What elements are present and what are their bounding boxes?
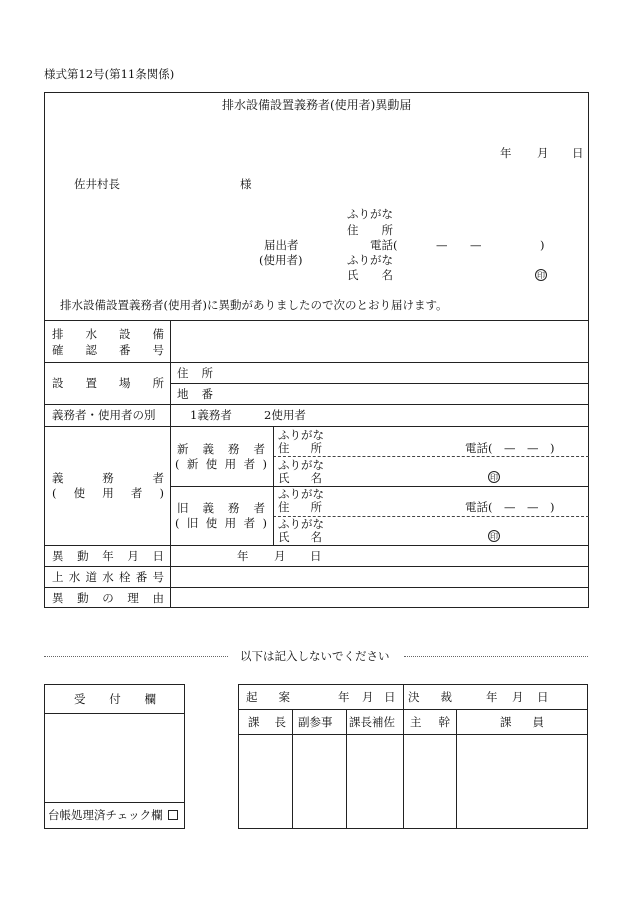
- new-obligor-label-1: 新 義 務 者: [177, 442, 265, 456]
- notifier-phone-label: 電話(: [370, 238, 398, 252]
- old-obligor-label-2: ( 旧 使 用 者 ): [175, 516, 267, 530]
- decision-label: 決 裁: [408, 690, 452, 704]
- draft-month: 月: [362, 690, 374, 704]
- divider-line-left: [44, 656, 228, 657]
- new-name-label: 氏 名: [278, 471, 322, 485]
- type-option-user: 2使用者: [264, 408, 306, 422]
- notifier-label: 届出者: [264, 238, 299, 252]
- table-line: [170, 383, 589, 384]
- new-phone-label: 電話( — — ): [465, 441, 555, 455]
- date-month: 月: [537, 146, 549, 160]
- obligor-label-1: 義 務 者: [52, 471, 164, 485]
- old-seal-icon: 印: [490, 532, 498, 541]
- old-furigana-2: ふりがな: [278, 517, 324, 531]
- addressee-honorific: 様: [240, 177, 252, 191]
- draft-year: 年: [338, 690, 350, 704]
- table-divider: [273, 426, 274, 545]
- old-phone-label: 電話( — — ): [465, 500, 555, 514]
- decision-month: 月: [512, 690, 524, 704]
- faucet-number-label: 上 水 道 水 栓 番 号: [52, 570, 164, 584]
- table-line: [44, 320, 589, 321]
- table-line: [44, 566, 589, 567]
- change-date-month: 月: [274, 549, 286, 563]
- statement-text: 排水設備設置義務者(使用者)に異動がありましたので次のとおり届けます。: [60, 298, 448, 312]
- form-number: 様式第12号(第11条関係): [44, 67, 175, 81]
- change-date-label: 異 動 年 月 日: [52, 549, 164, 563]
- new-obligor-label-2: ( 新 使 用 者 ): [175, 457, 267, 471]
- notifier-furigana-2: ふりがな: [347, 253, 393, 267]
- addressee-name: 佐井村長: [74, 177, 120, 191]
- approval-divider: [403, 684, 404, 829]
- old-furigana-1: ふりがな: [278, 487, 324, 501]
- old-address-label: 住 所: [278, 500, 322, 514]
- reception-line: [44, 802, 185, 803]
- table-divider: [170, 320, 171, 608]
- table-line: [170, 486, 589, 487]
- old-name-label: 氏 名: [278, 530, 322, 544]
- date-day: 日: [572, 146, 584, 160]
- table-line: [44, 426, 589, 427]
- decision-day: 日: [537, 690, 549, 704]
- reception-line: [44, 713, 185, 714]
- approval-line: [238, 734, 588, 735]
- confirmation-label-1: 排 水 設 備: [52, 327, 164, 341]
- approval-divider: [292, 709, 293, 829]
- table-line: [44, 404, 589, 405]
- confirmation-label-2: 確 認 番 号: [52, 343, 164, 357]
- notifier-address-label: 住 所: [347, 223, 393, 237]
- divider-text: 以下は記入しないでください: [240, 649, 390, 663]
- notifier-furigana-1: ふりがな: [347, 207, 393, 221]
- form-title: 排水設備設置義務者(使用者)異動届: [222, 98, 412, 112]
- new-furigana-1: ふりがな: [278, 428, 324, 442]
- reason-label: 異 動 の 理 由: [52, 591, 164, 605]
- decision-year: 年: [486, 690, 498, 704]
- approval-line: [238, 709, 588, 710]
- assistant-label: 課長補佐: [349, 715, 395, 729]
- new-furigana-2: ふりがな: [278, 458, 324, 472]
- approval-box: [238, 684, 588, 829]
- old-obligor-label-1: 旧 義 務 者: [177, 501, 265, 515]
- table-line: [44, 587, 589, 588]
- section-chief-label: 課 長: [248, 715, 286, 729]
- table-line: [44, 545, 589, 546]
- notifier-phone-close: ): [540, 238, 545, 252]
- draft-label: 起 案: [246, 690, 290, 704]
- change-date-year: 年: [237, 549, 249, 563]
- new-seal-icon: 印: [490, 473, 498, 482]
- table-dashed-line: [273, 456, 589, 457]
- notifier-phone-dash-2: —: [470, 238, 482, 252]
- notifier-name-label: 氏 名: [347, 268, 393, 282]
- divider-line-right: [404, 656, 588, 657]
- notifier-phone-dash-1: —: [436, 238, 448, 252]
- date-year: 年: [500, 146, 512, 160]
- obligor-label-2: ( 使 用 者 ): [52, 486, 164, 500]
- deputy-label: 副参事: [298, 715, 333, 729]
- table-line: [44, 362, 589, 363]
- manager-label: 主 幹: [410, 715, 450, 729]
- approval-divider: [456, 709, 457, 829]
- change-date-day: 日: [310, 549, 322, 563]
- staff-label: 課 員: [500, 715, 544, 729]
- draft-day: 日: [384, 690, 396, 704]
- location-label: 設 置 場 所: [52, 376, 164, 390]
- type-option-obligor: 1義務者: [190, 408, 232, 422]
- ledger-check-label: 台帳処理済チェック欄: [48, 808, 163, 822]
- approval-divider: [346, 709, 347, 829]
- location-lot-label: 地 番: [177, 387, 213, 401]
- type-label: 義務者・使用者の別: [52, 408, 156, 422]
- new-address-label: 住 所: [278, 441, 322, 455]
- reception-title: 受 付 欄: [74, 692, 156, 706]
- notifier-sub-label: (使用者): [259, 253, 303, 267]
- location-address-label: 住 所: [177, 366, 213, 380]
- ledger-checkbox[interactable]: [168, 810, 178, 820]
- notifier-seal-icon: 印: [537, 271, 545, 280]
